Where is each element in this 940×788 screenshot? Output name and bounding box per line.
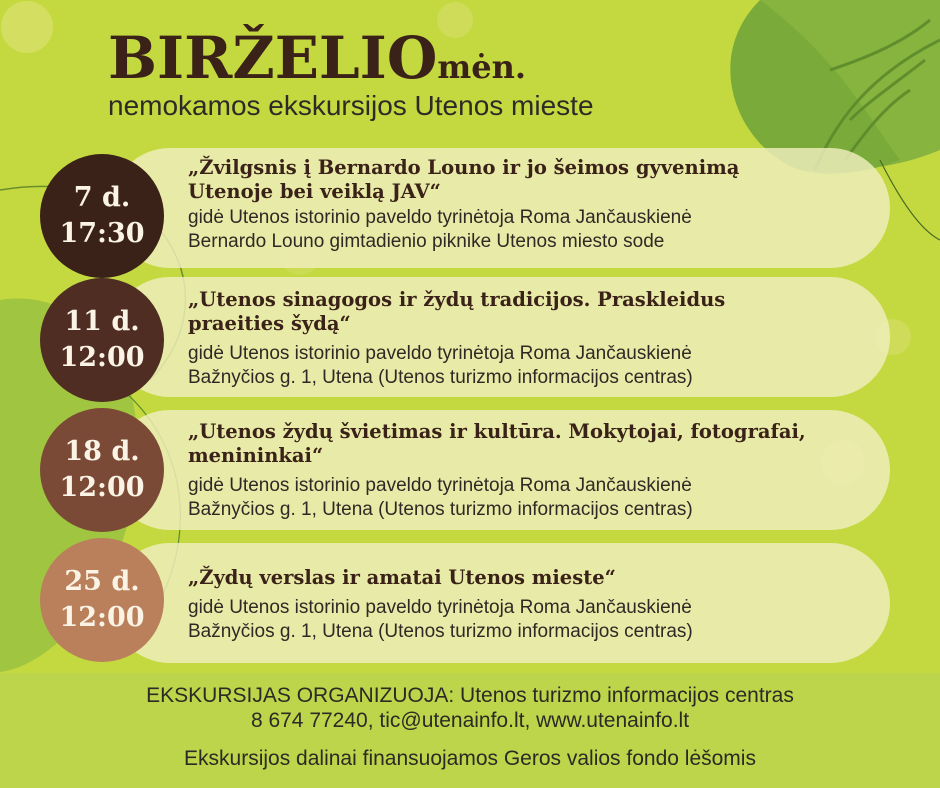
event-location: Bažnyčios g. 1, Utena (Utenos turizmo informacijos centras) xyxy=(188,367,693,388)
event-time: 17:30 xyxy=(59,218,145,249)
event-time: 12:00 xyxy=(59,472,145,503)
organizer-name: Utenos turizmo informacijos centras xyxy=(460,684,794,707)
title-month: BIRŽELIO xyxy=(108,24,438,92)
page-title xyxy=(108,24,526,92)
event-title: „Utenos žydų švietimas ir kultūra. Mokytojai, fotografai, menininkai“ xyxy=(188,420,806,467)
decor-dot xyxy=(1,1,53,53)
event-guide: gidė Utenos istorinio paveldo tyrinėtoja Roma Jančauskienė xyxy=(188,597,692,618)
organizer-label: EKSKURSIJAS ORGANIZUOJA: xyxy=(146,684,455,707)
event-title: „Žvilgsnis į Bernardo Louno ir jo šeimos gyvenimą Utenoje bei veiklą JAV“ xyxy=(188,156,740,203)
footer-funding: Ekskursijos dalinai finansuojamos Geros valios fondo lėšomis xyxy=(184,747,756,770)
event-date-badge xyxy=(40,154,164,278)
event-location: Bernardo Louno gimtadienio piknike Utenos miesto sode xyxy=(188,231,665,252)
event-day: 11 d. xyxy=(64,306,140,337)
event-guide: gidė Utenos istorinio paveldo tyrinėtoja Roma Jančauskienė xyxy=(188,343,692,364)
event-date-badge xyxy=(40,538,164,662)
event-time: 12:00 xyxy=(59,602,145,633)
event-guide: gidė Utenos istorinio paveldo tyrinėtoja Roma Jančauskienė xyxy=(188,475,692,496)
event-day: 18 d. xyxy=(64,436,140,467)
event-title: „Žydų verslas ir amatai Utenos mieste“ xyxy=(188,566,616,589)
event-time: 12:00 xyxy=(59,342,145,373)
title-month-suffix: mėn. xyxy=(437,48,526,86)
event-date-badge xyxy=(40,278,164,402)
event-location: Bažnyčios g. 1, Utena (Utenos turizmo informacijos centras) xyxy=(188,621,693,642)
footer-contacts: 8 674 77240, tic@utenainfo.lt, www.utenainfo.lt xyxy=(250,709,690,732)
footer-organizer xyxy=(0,684,940,708)
event-date-badge xyxy=(40,408,164,532)
event-guide: gidė Utenos istorinio paveldo tyrinėtoja Roma Jančauskienė xyxy=(188,207,692,228)
event-title: „Utenos sinagogos ir žydų tradicijos. Praskleidus praeities šydą“ xyxy=(188,288,726,335)
event-day: 7 d. xyxy=(73,182,131,213)
event-location: Bažnyčios g. 1, Utena (Utenos turizmo informacijos centras) xyxy=(188,499,693,520)
page-subtitle: nemokamos ekskursijos Utenos mieste xyxy=(108,90,594,121)
event-day: 25 d. xyxy=(64,566,140,597)
